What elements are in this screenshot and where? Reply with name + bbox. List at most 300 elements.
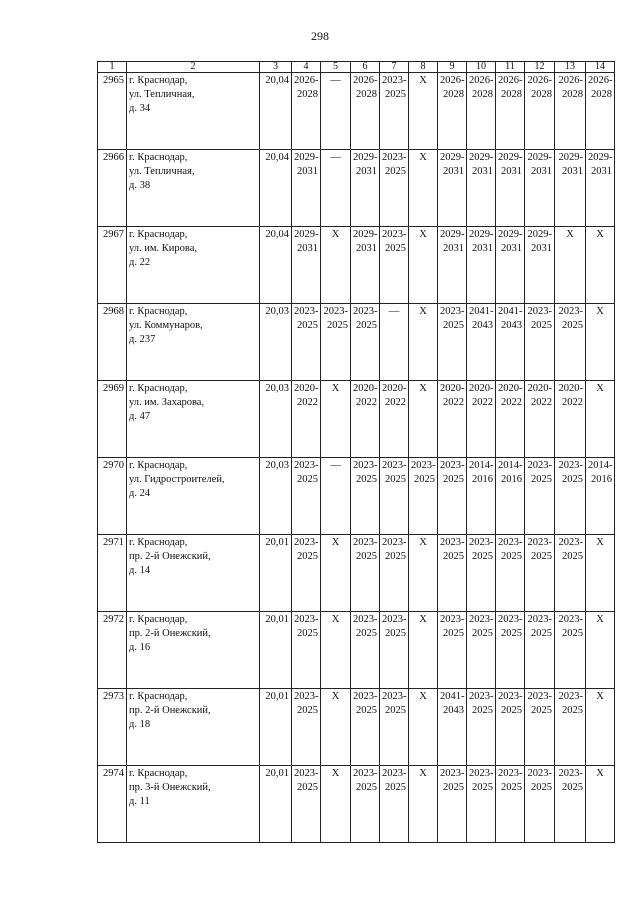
range-end: 2025 xyxy=(472,782,493,793)
period-cell-col-14: X xyxy=(586,304,615,381)
period-cell-col-9 xyxy=(438,304,467,381)
period-cell-col-9 xyxy=(438,535,467,612)
period-cell-col-14 xyxy=(586,150,615,227)
column-header-4: 4 xyxy=(292,62,321,73)
period-cell-col-8: X xyxy=(409,766,438,843)
range-start: 2023- xyxy=(353,768,378,779)
address-cell xyxy=(127,150,260,227)
range-start: 2029- xyxy=(469,229,494,240)
period-cell-col-10 xyxy=(467,612,496,689)
column-header-1: 1 xyxy=(98,62,127,73)
range-end: 2025 xyxy=(443,320,464,331)
period-cell-col-8 xyxy=(409,458,438,535)
range-end: 2031 xyxy=(591,166,612,177)
range-start: 2014- xyxy=(498,460,523,471)
range-end: 2016 xyxy=(472,474,493,485)
table-row xyxy=(98,689,615,766)
address-cell xyxy=(127,689,260,766)
value-cell: 20,03 xyxy=(260,304,292,381)
period-cell-col-9 xyxy=(438,150,467,227)
range-end: 2028 xyxy=(501,89,522,100)
period-cell-col-11 xyxy=(496,73,525,150)
range-end: 2025 xyxy=(297,474,318,485)
range-start: 2023- xyxy=(382,460,407,471)
range-start: 2023- xyxy=(527,460,552,471)
range-end: 2031 xyxy=(472,166,493,177)
address-line: д. 14 xyxy=(129,565,151,576)
range-end: 2025 xyxy=(297,320,318,331)
period-cell-col-11 xyxy=(496,150,525,227)
period-cell-col-10 xyxy=(467,535,496,612)
address-line: ул. им. Захарова, xyxy=(129,397,205,408)
period-cell-col-5: X xyxy=(321,612,351,689)
range-start: 2023- xyxy=(353,306,378,317)
range-start: 2023- xyxy=(558,768,583,779)
period-cell-col-11 xyxy=(496,227,525,304)
address-line: д. 24 xyxy=(129,488,151,499)
range-start: 2014- xyxy=(469,460,494,471)
period-cell-col-7 xyxy=(380,227,409,304)
range-start: 2029- xyxy=(527,152,552,163)
range-end: 2025 xyxy=(531,551,552,562)
range-end: 2028 xyxy=(591,89,612,100)
period-cell-col-6 xyxy=(351,227,380,304)
range-start: 2020- xyxy=(294,383,319,394)
range-start: 2023- xyxy=(558,537,583,548)
range-end: 2016 xyxy=(501,474,522,485)
header-row xyxy=(98,62,615,73)
range-end: 2025 xyxy=(385,474,406,485)
period-cell-col-7 xyxy=(380,535,409,612)
address-line: ул. Тепличная, xyxy=(129,89,195,100)
range-end: 2031 xyxy=(356,243,377,254)
range-start: 2023- xyxy=(469,537,494,548)
range-end: 2025 xyxy=(385,243,406,254)
range-start: 2041- xyxy=(469,306,494,317)
address-line: ул. Коммунаров, xyxy=(129,320,203,331)
range-start: 2023- xyxy=(294,691,319,702)
column-header-5: 5 xyxy=(321,62,351,73)
address-line: г. Краснодар, xyxy=(129,75,188,86)
range-end: 2043 xyxy=(472,320,493,331)
range-start: 2023- xyxy=(353,537,378,548)
period-cell-col-13 xyxy=(555,689,586,766)
table-row xyxy=(98,535,615,612)
period-cell-col-4 xyxy=(292,227,321,304)
period-cell-col-12 xyxy=(525,689,555,766)
period-cell-col-9 xyxy=(438,458,467,535)
range-end: 2025 xyxy=(297,782,318,793)
address-cell xyxy=(127,304,260,381)
address-cell xyxy=(127,612,260,689)
range-start: 2023- xyxy=(411,460,436,471)
period-cell-col-8: X xyxy=(409,689,438,766)
period-cell-col-5: X xyxy=(321,689,351,766)
range-end: 2025 xyxy=(562,474,583,485)
row-number: 2972 xyxy=(98,612,127,689)
range-end: 2031 xyxy=(297,166,318,177)
address-line: д. 16 xyxy=(129,642,151,653)
range-end: 2025 xyxy=(356,628,377,639)
range-start: 2023- xyxy=(558,460,583,471)
row-number: 2966 xyxy=(98,150,127,227)
period-cell-col-14: X xyxy=(586,612,615,689)
range-start: 2023- xyxy=(323,306,348,317)
range-start: 2020- xyxy=(440,383,465,394)
range-end: 2025 xyxy=(297,705,318,716)
period-cell-col-14: X xyxy=(586,689,615,766)
range-start: 2023- xyxy=(498,768,523,779)
column-header-6: 6 xyxy=(351,62,380,73)
range-start: 2023- xyxy=(498,691,523,702)
range-end: 2028 xyxy=(297,89,318,100)
period-cell-col-7 xyxy=(380,458,409,535)
range-start: 2029- xyxy=(353,229,378,240)
period-cell-col-12 xyxy=(525,766,555,843)
period-cell-col-13 xyxy=(555,535,586,612)
column-header-7: 7 xyxy=(380,62,409,73)
range-end: 2043 xyxy=(501,320,522,331)
value-cell: 20,04 xyxy=(260,227,292,304)
value-cell: 20,04 xyxy=(260,73,292,150)
period-cell-col-14: X xyxy=(586,381,615,458)
period-cell-col-10 xyxy=(467,150,496,227)
range-start: 2023- xyxy=(382,75,407,86)
range-end: 2025 xyxy=(472,551,493,562)
period-cell-col-9 xyxy=(438,689,467,766)
range-start: 2023- xyxy=(353,460,378,471)
range-start: 2029- xyxy=(294,229,319,240)
range-end: 2031 xyxy=(531,243,552,254)
period-cell-col-13 xyxy=(555,381,586,458)
period-cell-col-8: X xyxy=(409,304,438,381)
range-start: 2029- xyxy=(558,152,583,163)
range-start: 2020- xyxy=(527,383,552,394)
period-cell-col-5: X xyxy=(321,381,351,458)
range-end: 2022 xyxy=(356,397,377,408)
address-line: г. Краснодар, xyxy=(129,229,188,240)
range-start: 2020- xyxy=(382,383,407,394)
range-start: 2023- xyxy=(527,768,552,779)
range-start: 2023- xyxy=(294,768,319,779)
range-end: 2025 xyxy=(501,782,522,793)
address-line: д. 237 xyxy=(129,334,156,345)
range-end: 2022 xyxy=(297,397,318,408)
range-start: 2023- xyxy=(294,460,319,471)
range-end: 2025 xyxy=(472,705,493,716)
period-cell-col-5: X xyxy=(321,227,351,304)
period-cell-col-6 xyxy=(351,766,380,843)
address-cell xyxy=(127,458,260,535)
column-header-12: 12 xyxy=(525,62,555,73)
range-start: 2023- xyxy=(527,614,552,625)
period-cell-col-10 xyxy=(467,381,496,458)
range-end: 2025 xyxy=(356,320,377,331)
range-start: 2023- xyxy=(527,306,552,317)
range-end: 2025 xyxy=(501,551,522,562)
range-end: 2022 xyxy=(562,397,583,408)
address-line: д. 11 xyxy=(129,796,150,807)
range-end: 2031 xyxy=(501,166,522,177)
table-row xyxy=(98,304,615,381)
period-cell-col-14: X xyxy=(586,766,615,843)
range-start: 2026- xyxy=(353,75,378,86)
period-cell-col-12 xyxy=(525,304,555,381)
period-cell-col-6 xyxy=(351,304,380,381)
range-end: 2025 xyxy=(531,705,552,716)
range-end: 2025 xyxy=(531,782,552,793)
value-cell: 20,01 xyxy=(260,612,292,689)
range-start: 2023- xyxy=(382,691,407,702)
period-cell-col-4 xyxy=(292,73,321,150)
range-start: 2023- xyxy=(382,152,407,163)
period-cell-col-13: X xyxy=(555,227,586,304)
period-cell-col-8: X xyxy=(409,150,438,227)
address-line: г. Краснодар, xyxy=(129,152,188,163)
range-start: 2023- xyxy=(558,691,583,702)
range-end: 2025 xyxy=(562,551,583,562)
range-start: 2023- xyxy=(294,306,319,317)
range-start: 2041- xyxy=(440,691,465,702)
value-cell: 20,01 xyxy=(260,535,292,612)
period-cell-col-6 xyxy=(351,689,380,766)
range-end: 2025 xyxy=(385,166,406,177)
period-cell-col-9 xyxy=(438,227,467,304)
address-line: г. Краснодар, xyxy=(129,768,188,779)
address-cell xyxy=(127,73,260,150)
range-start: 2020- xyxy=(558,383,583,394)
period-cell-col-14: X xyxy=(586,227,615,304)
range-start: 2029- xyxy=(498,229,523,240)
period-cell-col-13 xyxy=(555,766,586,843)
range-end: 2025 xyxy=(562,320,583,331)
period-cell-col-4 xyxy=(292,689,321,766)
period-cell-col-4 xyxy=(292,766,321,843)
range-end: 2025 xyxy=(385,89,406,100)
period-cell-col-6 xyxy=(351,150,380,227)
column-header-3: 3 xyxy=(260,62,292,73)
range-start: 2014- xyxy=(588,460,613,471)
range-end: 2025 xyxy=(443,782,464,793)
range-end: 2022 xyxy=(385,397,406,408)
period-cell-col-7 xyxy=(380,612,409,689)
period-cell-col-4 xyxy=(292,458,321,535)
address-line: г. Краснодар, xyxy=(129,614,188,625)
period-cell-col-7 xyxy=(380,381,409,458)
column-header-8: 8 xyxy=(409,62,438,73)
range-start: 2026- xyxy=(527,75,552,86)
period-cell-col-4 xyxy=(292,535,321,612)
period-cell-col-5: X xyxy=(321,766,351,843)
period-cell-col-11 xyxy=(496,304,525,381)
column-header-14: 14 xyxy=(586,62,615,73)
address-line: ул. Гидростроителей, xyxy=(129,474,225,485)
range-start: 2023- xyxy=(558,614,583,625)
period-cell-col-8: X xyxy=(409,381,438,458)
range-end: 2028 xyxy=(356,89,377,100)
range-start: 2020- xyxy=(353,383,378,394)
range-end: 2025 xyxy=(531,320,552,331)
range-end: 2022 xyxy=(531,397,552,408)
period-cell-col-4 xyxy=(292,150,321,227)
range-end: 2025 xyxy=(385,782,406,793)
address-line: г. Краснодар, xyxy=(129,306,188,317)
address-line: д. 38 xyxy=(129,180,151,191)
range-start: 2023- xyxy=(558,306,583,317)
period-cell-col-7 xyxy=(380,689,409,766)
table-row xyxy=(98,150,615,227)
range-end: 2043 xyxy=(443,705,464,716)
range-end: 2025 xyxy=(356,705,377,716)
range-end: 2025 xyxy=(531,474,552,485)
period-cell-col-7 xyxy=(380,766,409,843)
period-cell-col-14 xyxy=(586,458,615,535)
period-cell-col-5: — xyxy=(321,73,351,150)
period-cell-col-6 xyxy=(351,381,380,458)
period-cell-col-13 xyxy=(555,304,586,381)
row-number: 2965 xyxy=(98,73,127,150)
range-start: 2029- xyxy=(294,152,319,163)
address-cell xyxy=(127,766,260,843)
range-start: 2026- xyxy=(294,75,319,86)
table-row xyxy=(98,73,615,150)
range-end: 2025 xyxy=(443,628,464,639)
range-start: 2041- xyxy=(498,306,523,317)
range-end: 2025 xyxy=(297,628,318,639)
period-cell-col-13 xyxy=(555,458,586,535)
period-cell-col-10 xyxy=(467,227,496,304)
period-cell-col-12 xyxy=(525,458,555,535)
period-cell-col-5: — xyxy=(321,458,351,535)
range-end: 2016 xyxy=(591,474,612,485)
range-end: 2028 xyxy=(472,89,493,100)
column-header-11: 11 xyxy=(496,62,525,73)
column-header-9: 9 xyxy=(438,62,467,73)
column-header-2: 2 xyxy=(127,62,260,73)
period-cell-col-8: X xyxy=(409,227,438,304)
range-start: 2023- xyxy=(382,768,407,779)
value-cell: 20,03 xyxy=(260,381,292,458)
range-start: 2023- xyxy=(440,306,465,317)
period-cell-col-5: X xyxy=(321,535,351,612)
range-end: 2025 xyxy=(501,705,522,716)
row-number: 2973 xyxy=(98,689,127,766)
address-line: пр. 2-й Онежский, xyxy=(129,551,211,562)
address-line: ул. им. Кирова, xyxy=(129,243,198,254)
range-end: 2025 xyxy=(414,474,435,485)
range-end: 2025 xyxy=(562,628,583,639)
period-cell-col-12 xyxy=(525,535,555,612)
period-cell-col-4 xyxy=(292,612,321,689)
range-start: 2029- xyxy=(588,152,613,163)
column-header-13: 13 xyxy=(555,62,586,73)
table-row xyxy=(98,458,615,535)
address-line: пр. 3-й Онежский, xyxy=(129,782,211,793)
range-start: 2023- xyxy=(353,614,378,625)
period-cell-col-7 xyxy=(380,73,409,150)
range-start: 2029- xyxy=(440,152,465,163)
range-start: 2023- xyxy=(382,229,407,240)
period-cell-col-13 xyxy=(555,73,586,150)
range-end: 2028 xyxy=(531,89,552,100)
period-cell-col-7: — xyxy=(380,304,409,381)
address-cell xyxy=(127,227,260,304)
range-end: 2031 xyxy=(472,243,493,254)
period-cell-col-8: X xyxy=(409,73,438,150)
range-start: 2026- xyxy=(588,75,613,86)
period-cell-col-6 xyxy=(351,73,380,150)
range-start: 2023- xyxy=(498,537,523,548)
range-end: 2025 xyxy=(443,474,464,485)
range-end: 2025 xyxy=(531,628,552,639)
row-number: 2967 xyxy=(98,227,127,304)
range-end: 2025 xyxy=(385,628,406,639)
table-row xyxy=(98,766,615,843)
range-start: 2023- xyxy=(294,537,319,548)
range-start: 2023- xyxy=(527,537,552,548)
period-cell-col-11 xyxy=(496,689,525,766)
period-cell-col-8: X xyxy=(409,535,438,612)
range-start: 2029- xyxy=(440,229,465,240)
period-cell-col-12 xyxy=(525,227,555,304)
range-start: 2023- xyxy=(469,614,494,625)
period-cell-col-12 xyxy=(525,150,555,227)
table-row xyxy=(98,612,615,689)
period-cell-col-9 xyxy=(438,381,467,458)
range-end: 2025 xyxy=(327,320,348,331)
range-start: 2026- xyxy=(440,75,465,86)
range-end: 2025 xyxy=(501,628,522,639)
value-cell: 20,01 xyxy=(260,689,292,766)
row-number: 2970 xyxy=(98,458,127,535)
range-end: 2031 xyxy=(562,166,583,177)
period-cell-col-4 xyxy=(292,304,321,381)
period-cell-col-13 xyxy=(555,150,586,227)
range-start: 2023- xyxy=(353,691,378,702)
period-cell-col-11 xyxy=(496,612,525,689)
period-cell-col-10 xyxy=(467,304,496,381)
address-line: д. 18 xyxy=(129,719,151,730)
range-start: 2029- xyxy=(469,152,494,163)
row-number: 2968 xyxy=(98,304,127,381)
column-header-10: 10 xyxy=(467,62,496,73)
row-number: 2971 xyxy=(98,535,127,612)
range-start: 2026- xyxy=(498,75,523,86)
period-cell-col-11 xyxy=(496,766,525,843)
period-cell-col-10 xyxy=(467,73,496,150)
address-cell xyxy=(127,381,260,458)
address-line: пр. 2-й Онежский, xyxy=(129,628,211,639)
range-start: 2026- xyxy=(469,75,494,86)
range-end: 2025 xyxy=(385,705,406,716)
range-start: 2029- xyxy=(353,152,378,163)
period-cell-col-10 xyxy=(467,766,496,843)
range-end: 2022 xyxy=(443,397,464,408)
range-end: 2031 xyxy=(531,166,552,177)
address-line: г. Краснодар, xyxy=(129,383,188,394)
range-start: 2020- xyxy=(469,383,494,394)
range-end: 2031 xyxy=(443,243,464,254)
period-cell-col-7 xyxy=(380,150,409,227)
range-start: 2023- xyxy=(440,460,465,471)
period-cell-col-4 xyxy=(292,381,321,458)
range-start: 2029- xyxy=(498,152,523,163)
address-line: пр. 2-й Онежский, xyxy=(129,705,211,716)
range-end: 2031 xyxy=(356,166,377,177)
period-cell-col-10 xyxy=(467,689,496,766)
value-cell: 20,03 xyxy=(260,458,292,535)
table-row xyxy=(98,227,615,304)
